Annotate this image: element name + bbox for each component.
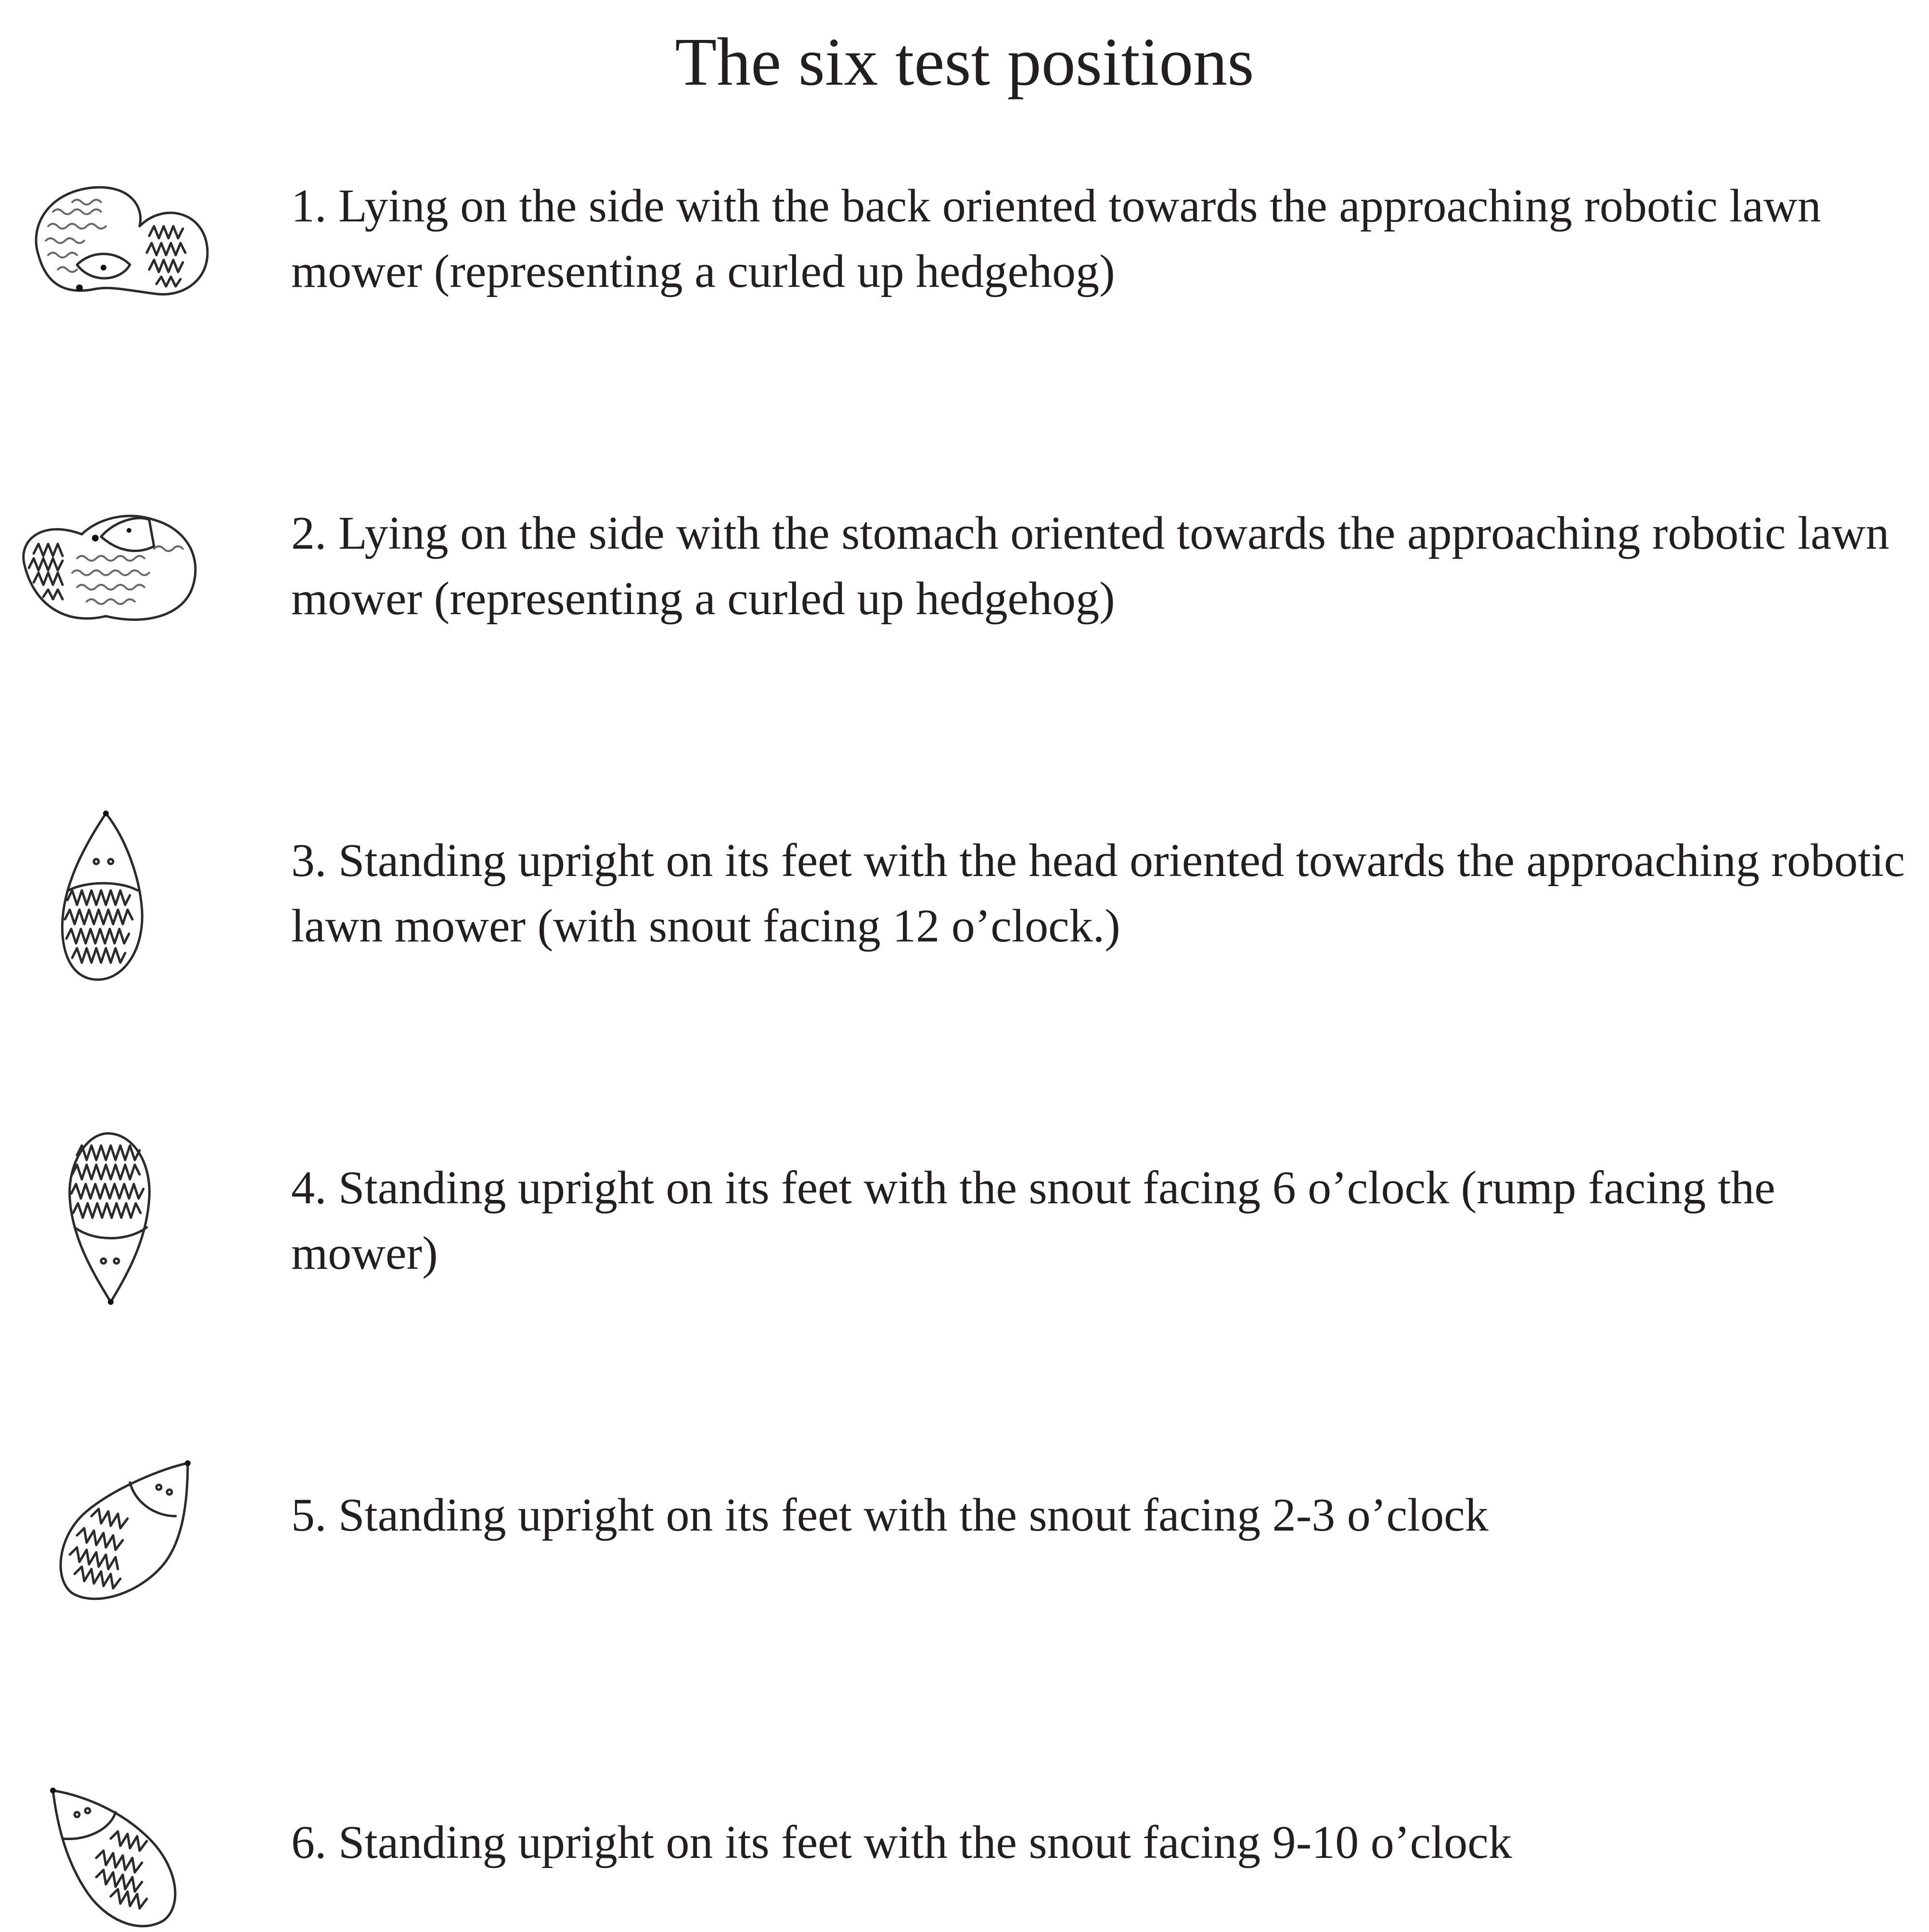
position-1-text: 1. Lying on the side with the back oriented towards the approaching robotic lawn mower (representing a curled up hedgehog)	[291, 180, 1821, 297]
hedgehog-snout-6-icon	[14, 1126, 178, 1309]
hedgehog-curled-stomach-icon	[10, 501, 212, 645]
position-6-text: 6. Standing upright on its feet with the snout facing 9-10 o’clock	[291, 1816, 1512, 1868]
hedgehog-snout-12-icon	[14, 809, 178, 992]
position-4-text: 4. Standing upright on its feet with the snout facing 6 o’clock (rump facing the mower)	[291, 1162, 1775, 1279]
position-5-text: 5. Standing upright on its feet with the snout facing 2-3 o’clock	[291, 1489, 1489, 1541]
position-2-text: 2. Lying on the side with the stomach oriented towards the approaching robotic lawn mower (representing a curled up hedgehog)	[291, 507, 1890, 625]
hedgehog-snout-2-3-icon	[43, 1454, 197, 1608]
hedgehog-curled-back-icon	[19, 173, 221, 318]
hedgehog-snout-9-10-icon	[43, 1786, 197, 1930]
position-3-text: 3. Standing upright on its feet with the head oriented towards the approaching robotic lawn mower (with snout facing 12 o’clock.)	[291, 835, 1905, 952]
figure-title: The six test positions	[675, 24, 1254, 100]
